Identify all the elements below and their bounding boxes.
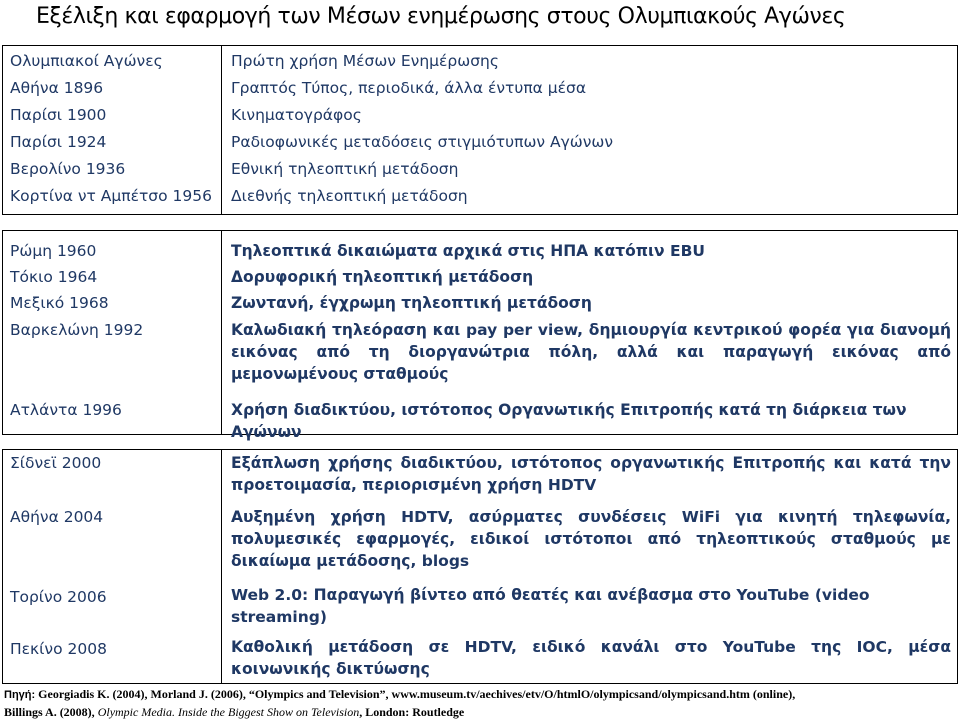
table-row-right: Καθολική μετάδοση σε HDTV, ειδικό κανάλι στο YouTube της IOC, μέσα κοινωνικής δικτύωσης bbox=[231, 638, 951, 678]
table-row-right: Γραπτός Τύπος, περιοδικά, άλλα έντυπα μέσα bbox=[231, 79, 587, 97]
table-row-left: Ρώμη 1960 bbox=[10, 242, 97, 260]
column-divider-1 bbox=[221, 45, 222, 215]
header-right: Πρώτη χρήση Μέσων Ενημέρωσης bbox=[231, 52, 499, 70]
table-row-right: Web 2.0: Παραγωγή βίντεο από θεατές και ανέβασμα στο YouTube (video streaming) bbox=[231, 586, 870, 626]
table-row-left: Παρίσι 1924 bbox=[10, 133, 107, 151]
table-row-left: Παρίσι 1900 bbox=[10, 106, 107, 124]
header-left: Ολυμπιακοί Αγώνες bbox=[10, 52, 163, 70]
column-divider-2 bbox=[221, 230, 222, 435]
table-row-right: Κινηματογράφος bbox=[231, 106, 362, 124]
table-row-left: Τορίνο 2006 bbox=[10, 588, 107, 606]
source-footnote bbox=[4, 686, 956, 720]
table-row-right: Εξάπλωση χρήσης διαδικτύου, ιστότοπος οργανωτικής Επιτροπής και κατά την προετοιμασία, περιορισμένη χρήση HDTV bbox=[231, 454, 951, 494]
table-row-right: Καλωδιακή τηλεόραση και pay per view, δημιουργία κεντρικού φορέα για διανομή εικόνας από τη διοργανώτρια πόλη, αλλά και παραγωγή εικόνας από μεμονωμένους σταθμούς bbox=[231, 321, 951, 383]
table-row-right: Χρήση διαδικτύου, ιστότοπος Οργανωτικής Επιτροπής κατά τη διάρκεια των Αγώνων bbox=[231, 401, 907, 441]
column-divider-3 bbox=[221, 449, 222, 684]
table-row-left: Ατλάντα 1996 bbox=[10, 401, 122, 419]
table-row-right: Τηλεοπτικά δικαιώματα αρχικά στις ΗΠΑ κατόπιν EBU bbox=[231, 242, 705, 260]
table-row-left: Βαρκελώνη 1992 bbox=[10, 321, 144, 339]
table-row-left: Αθήνα 1896 bbox=[10, 79, 104, 97]
table-row-right: Αυξημένη χρήση HDTV, ασύρματες συνδέσεις WiFi για κινητή τηλεφωνία, πολυμεσικές εφαρμογές, ειδικοί ιστότοποι από τηλεοπτικούς σταθμούς με δικαίωμα μετάδοσης, blogs bbox=[231, 508, 951, 570]
source-line-2-a: Billings A. (2008), bbox=[4, 704, 98, 719]
table-row-left: Σίδνεϊ 2000 bbox=[10, 454, 102, 472]
table-row-left: Κορτίνα ντ Αμπέτσο 1956 bbox=[10, 187, 212, 205]
table-row-left: Πεκίνο 2008 bbox=[10, 640, 107, 658]
source-label: Πηγή: bbox=[4, 689, 36, 701]
table-row-left: Τόκιο 1964 bbox=[10, 268, 98, 286]
source-book-title: Olympic Media. Inside the Biggest Show on Television bbox=[97, 704, 360, 719]
source-line-2-c: , London: Routledge bbox=[359, 704, 465, 719]
table-row-left: Βερολίνο 1936 bbox=[10, 160, 126, 178]
table-row-right: Δορυφορική τηλεοπτική μετάδοση bbox=[231, 268, 534, 286]
source-line-1: Georgiadis K. (2004), Morland J. (2006), “Olympics and Television”, www.museum.tv/aechives/etv/O/htmlO/olympicsand/olympicsand.htm (online), bbox=[38, 687, 796, 701]
table-row-left: Αθήνα 2004 bbox=[10, 508, 104, 526]
table-row-left: Μεξικό 1968 bbox=[10, 294, 109, 312]
page-title: Εξέλιξη και εφαρμογή των Μέσων ενημέρωσης στους Ολυμπιακούς Αγώνες bbox=[36, 4, 846, 29]
table-row-right: Εθνική τηλεοπτική μετάδοση bbox=[231, 160, 459, 178]
table-row-right: Διεθνής τηλεοπτική μετάδοση bbox=[231, 187, 468, 205]
table-row-right: Ραδιοφωνικές μεταδόσεις στιγμιότυπων Αγώνων bbox=[231, 133, 614, 151]
table-row-right: Ζωντανή, έγχρωμη τηλεοπτική μετάδοση bbox=[231, 294, 592, 312]
